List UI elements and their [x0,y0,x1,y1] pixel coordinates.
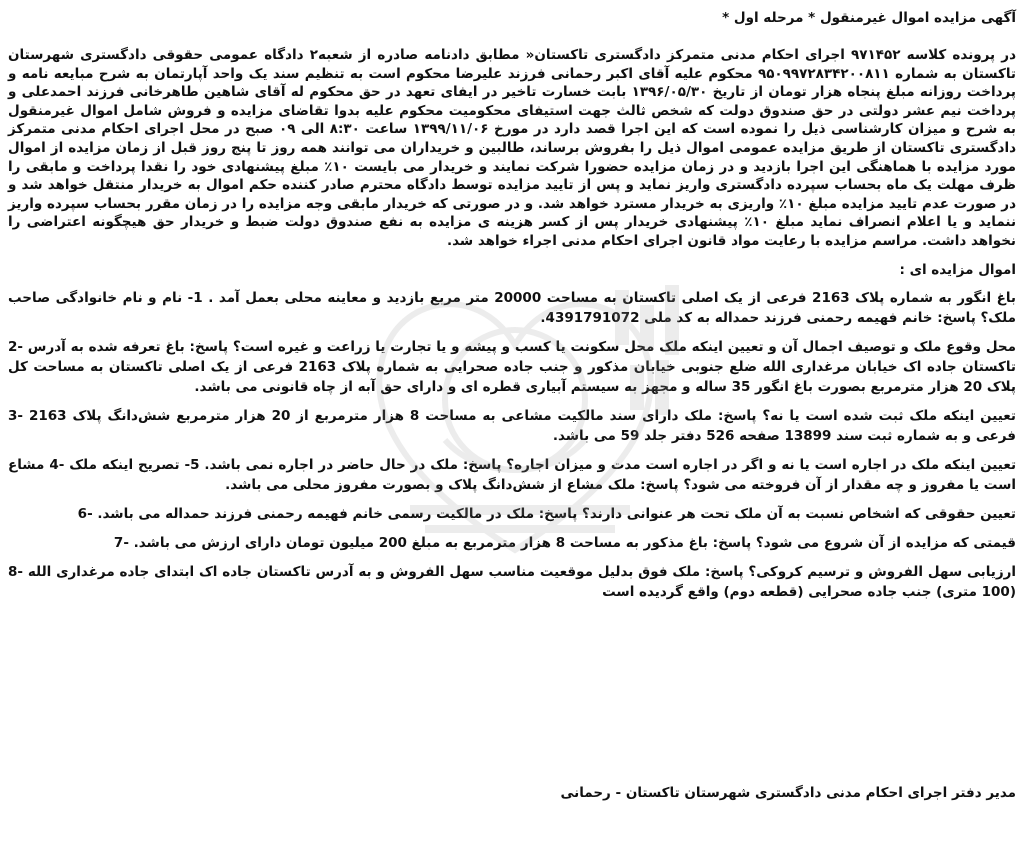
property-item-6: قیمتی که مزایده از آن شروع می شود؟ پاسخ: باغ مذکور به مساحت 8 هزار مترمربع به مبلغ 200 میلیون تومان دارای ارزش می باشد. -7 [113,534,1016,551]
signature: مدیر دفتر اجرای احکام مدنی دادگستری شهرستان تاکستان - رحمانی [560,785,1016,801]
notice-intro: در پرونده کلاسه ۹۷۱۴۵۲ اجرای احکام مدنی متمرکز دادگستری تاکستان« مطابق دادنامه صادره از شعبه۲ دادگاه عمومی حقوقی دادگستری شهرستان تاکستان به شماره ۹۵۰۹۹۷۲۸۳۴۲۰۰۸۱۱ محکوم علیه آقای اکبر رحمانی فرزند علیرضا محکوم است به تنظیم سند یک واحد آپارتمان به شرح مبایعه نامه و پرداخت روزانه مبلغ پنجاه هزار تومان از تاریخ ۱۳۹۶/۰۵/۳۰ بابت خسارت تاخیر در ایفای تعهد در حق محکوم له آقای شاهین طاهرخانی فرزند احمدعلی و پرداخت نیم عشر دولتی در حق صندوق دولت که شخص ثالث جهت استیفای محکومیت محکوم علیه بدوا تقاضای مزایده و فروش شامل اموال غیرمنقول به شرح و میزان کارشناسی ذیل را نموده است که این اجرا قصد دارد در مورخ ۱۳۹۹/۱۱/۰۶ ساعت ۸:۳۰ الی ۰۹ صبح در محل اجرای احکام مدنی متمرکز دادگستری تاکستان از طریق مزایده عمومی اموال ذیل را بفروش برساند، طالبین و خریداران می توانند همه روز تا پنج روز قبل از زمان مزایده از اموال مورد مزایده با هماهنگی این اجرا بازدید و در زمان مزایده حضورا شرکت نمایند و خریدار می بایست ۱۰٪ مبلغ پیشنهادی خود را نقدا پرداخت و مابقی را ظرف مهلت یک ماه بحساب سپرده دادگستری واریز نماید و پس از تایید مزایده توسط دادگاه محترم صادر کننده حکم اموال به خریدار منتقل خواهد شد و در صورت عدم تایید مزایده مبلغ ۱۰٪ واریزی به خریدار مسترد خواهد شد. و در صورتی که خریدار مابقی وجه مزایده را در زمان مقرر بحساب سپرده واریز ننماید و یا اعلام انصراف نماید مبلغ ۱۰٪ پیشنهادی خریدار پس از کسر هزینه ی مزایده به نفع صندوق دولت ضبط و خریدار حق هیچگونه اعتراضی را نخواهد داشت. مراسم مزایده با رعایت مواد قانون اجرای احکام مدنی اجراء خواهد شد. [8,47,1017,249]
property-item-1: باغ انگور به شماره پلاک 2163 فرعی از یک اصلی تاکستان به مساحت 20000 متر مربع بازدید و معاینه محلی بعمل آمد . 1- نام و نام خانوادگی صاحب ملک؟ پاسخ: خانم فهیمه رحمنی فرزند حمداله به کد ملی 4391791072. [8,289,1016,326]
property-item-3: تعیین اینکه ملک ثبت شده است یا نه؟ پاسخ: ملک دارای سند مالکیت مشاعی به مساحت 8 هزار مترمربع از 20 هزار مترمربع شش‌دانگ پلاک 2163 -3 فرعی و به شماره ثبت سند 13899 صفحه 526 دفتر جلد 59 می باشد. [8,407,1016,444]
property-heading: اموال مزایده ای : [899,261,1016,278]
property-item-5: تعیین حقوقی که اشخاص نسبت به آن ملک تحت هر عنوانی دارند؟ پاسخ: ملک در مالکیت رسمی خانم فهیمه رحمنی فرزند حمداله می باشد. -6 [77,505,1016,522]
notice-title: آگهی مزایده اموال غیرمنقول * مرحله اول * [722,10,1016,26]
property-item-4: تعیین اینکه ملک در اجاره است یا نه و اگر در اجاره است مدت و میزان اجاره؟ پاسخ: ملک در حال حاضر در اجاره نمی باشد. 5- تصریح اینکه ملک -4 مشاع است یا مفروز و چه مقدار از آن فروخته می شود؟ پاسخ: ملک مشاع از شش‌دانگ پلاک و بصورت مفروز محلی می باشد. [8,456,1017,493]
property-item-7: ارزیابی سهل الفروش و ترسیم کروکی؟ پاسخ: ملک فوق بدلیل موقعیت مناسب سهل الفروش و به آدرس تاکستان جاده اک ابتدای جاده مرغداری الله -8 (100 متری) جنب جاده صحرایی (قطعه دوم) واقع گردیده است [8,563,1016,600]
property-item-2: محل وقوع ملک و توصیف اجمال آن و تعیین اینکه ملک محل سکونت یا کسب و پیشه و یا تجارت یا زراعت و غیره است؟ پاسخ: باغ تعرفه شده به آدرس -2 تاکستان جاده اک خیابان مرغداری الله ضلع جنوبی خیابان مذکور و جنب جاده صحرایی به شماره پلاک 2163 فرعی از یک اصلی تاکستان به مساحت کل پلاک 20 هزار مترمربع بصورت باغ انگور 35 ساله و مجهز به سیستم آبیاری قطره ای و دارای حق آبه از چاه قانونی می باشد. [8,338,1017,395]
